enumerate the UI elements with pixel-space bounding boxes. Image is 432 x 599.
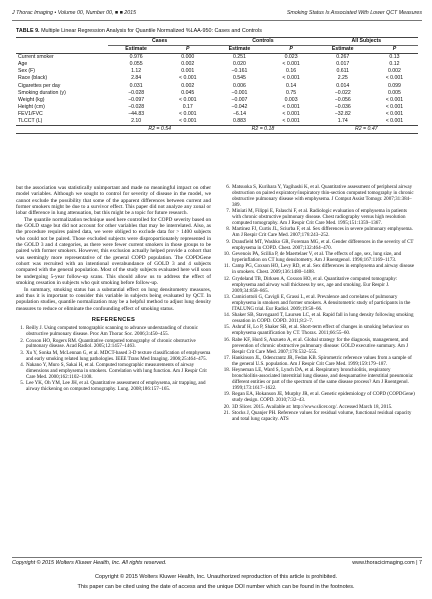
reference-number: 7.: [226, 208, 230, 215]
table-cell: 0.006: [232, 82, 246, 89]
row-label: Age: [18, 61, 28, 68]
running-header: [12, 8, 422, 20]
table-cell: < 0.001: [282, 61, 300, 68]
table-cell: 2.25: [337, 75, 348, 82]
reference-text: Reilly J. Using computed tomographic scanning to advance understanding of chronic obstructive pulmonary disease. Proc Am Thorac Soc. 2006;3:450–455.: [26, 325, 198, 338]
table-cell: 0.000: [181, 54, 195, 61]
table-cell: 2.10: [131, 118, 142, 125]
table-row: [16, 68, 418, 75]
table-cell: 0.611: [336, 68, 350, 75]
table-cell: 0.16: [286, 68, 297, 75]
table-cell: −32.82: [334, 110, 351, 117]
reference-item: [222, 295, 417, 313]
reference-text: Miniati M, Filippi E, Falaschi F, et al. Radiologic evaluation of emphysema in patients with chronic obstructive pulmonary disease. Chest radiography versus high resolution computed tomography. Am J Respir Crit Care Med. 1995;151:1359–1367.: [232, 208, 407, 227]
table-cell: −0.028: [128, 89, 145, 96]
table-cell: −0.042: [231, 103, 248, 110]
paragraph: In summary, smoking status has a substantial effect on lung densitometry measures, and thus it is important to consider this variable in subjects being evaluated by QCT. In population studies, quantile normalization may be a helpful method to adjust lung density measures to reduce or eliminate the confounding effect of smoking status.: [16, 286, 211, 312]
reference-number: 13.: [223, 293, 230, 300]
reference-number: 12.: [223, 275, 230, 282]
table-row: [16, 97, 418, 104]
table-cell: 0.002: [181, 61, 195, 68]
table-cell: −0.001: [231, 89, 248, 96]
reference-number: 17.: [223, 354, 230, 361]
reference-item: [16, 326, 211, 338]
reference-text: Lee YK, Oh YM, Lee JH, et al. Quantitative assessment of emphysema, air trapping, and airway thickening on computed tomography. Lung. 2008;186:157–165.: [26, 380, 206, 393]
row-label: Race (black): [18, 75, 48, 82]
table-row: [16, 104, 418, 111]
header-divider: [12, 20, 422, 21]
row-label: Smoking duration (y): [18, 89, 66, 96]
table-cell: 0.017: [336, 61, 350, 68]
reference-list-right: [222, 185, 417, 423]
reference-number: 10.: [223, 251, 230, 258]
table-cell: < 0.001: [282, 118, 300, 125]
paragraph: but the association was statistically unimportant and made no meaningful impact on other model variables. Although we sought to control for severity of disease in the model, we cannot exclude the possibility that some of the apparent differences between current and former smokers might be due to a survivor effect. This paper did not analyze any zonal or lobar difference in lung attenuation, but this might be a topic for future research.: [16, 185, 211, 217]
reference-text: Rabe KF, Hurd S, Anzueto A, et al. Global strategy for the diagnosis, management, and prevention of chronic obstructive pulmonary disease: GOLD executive summary. Am J Respir Crit Care Med. 2007;176:532–555.: [232, 336, 409, 355]
reference-number: 15.: [223, 324, 230, 331]
table-cell: −0.007: [231, 96, 248, 103]
reference-item: [16, 363, 211, 381]
table-cell: 0.12: [389, 61, 400, 68]
col-header: Estimate: [108, 46, 164, 54]
table-cell: 0.014: [336, 82, 350, 89]
row-label: Cigarettes per day: [18, 82, 61, 89]
table-group-header: [16, 38, 418, 46]
reference-text: Stocks J, Quanjer PH. Reference values for residual volume, functional residual capacity and total lung capacity. ATS: [232, 410, 412, 423]
row-label: Height (cm): [18, 103, 45, 110]
reference-number: 19.: [223, 391, 230, 398]
table-cell: 0.099: [387, 82, 401, 89]
row-label: Sex (F): [18, 68, 36, 75]
table-caption-text: Multiple Linear Regression Analysis for Quantile Normalized %LAA-950: Cases and Controls: [41, 28, 262, 34]
references-heading: REFERENCES: [91, 316, 136, 323]
citation-notice: This paper can be cited using the date of access and the unique DOI number which can be found in the footnotes.: [77, 584, 355, 590]
reference-text: Dransfield MT, Washko GR, Foreman MG, et al. Gender differences in the severity of CT emphysema in COPD. Chest. 2007;132:464–470.: [232, 238, 414, 251]
table-cell: < 0.001: [385, 118, 404, 125]
table-row: [16, 111, 418, 118]
regression-table: [16, 37, 418, 134]
reference-item: [222, 264, 417, 276]
table-cell: 0.545: [232, 75, 246, 82]
table-cell: < 0.001: [385, 75, 404, 82]
table-cell: −0.056: [334, 96, 351, 103]
table-body: [16, 54, 418, 134]
table-cell: 0.023: [284, 54, 298, 61]
table-cell: 0.13: [389, 54, 400, 61]
table-cell: 0.883: [232, 118, 246, 125]
reference-number: 2.: [20, 337, 24, 344]
table-cell: 0.267: [336, 54, 350, 61]
table-cell: −0.028: [128, 103, 145, 110]
table-cell: < 0.001: [282, 103, 300, 110]
group-controls: Controls: [211, 38, 314, 46]
table-row: [16, 54, 418, 62]
footer-copyright: Copyright © 2015 Wolters Kluwer Health, Inc. All rights reserved.: [12, 560, 167, 566]
table-column-header: [16, 46, 418, 54]
reference-text: Heyneman LE, Ward S, Lynch DA, et al. Respiratory bronchiolitis, respiratory bronchiolitis-associated interstitial lung disease, and desquamative interstitial pneumonia: different entities or part of the spectrum of the same disease process? Am J Roentgenol. 1999;173:1617–1622.: [232, 367, 414, 392]
table-cell: −0.097: [128, 96, 145, 103]
running-title: Smoking Status Is Associated With Lower QCT Measures: [286, 10, 422, 16]
reference-text: Martinez FJ, Curtis JL, Sciurba F, et al. Sex differences in severe pulmonary emphysema. Am J Respir Crit Care Med. 2007;176:243–252.: [232, 226, 413, 239]
r-squared-value: R2 = 0.18: [211, 126, 314, 134]
table-cell: 0.002: [387, 68, 401, 75]
col-header: Estimate: [315, 46, 371, 54]
reference-number: 5.: [20, 380, 24, 387]
table-row: [16, 61, 418, 68]
reference-text: Xu Y, Sonka M, McLennan G, et al. MDCT-based 3-D texture classification of emphysema and early smoking related lung pathologies. IEEE Trans Med Imaging. 2006;25:464–475.: [26, 349, 211, 362]
reference-item: [222, 338, 417, 356]
reference-text: Regan EA, Hokanson JE, Murphy JR, et al. Genetic epidemiology of COPD (COPDGene) study design. COPD. 2010;7:32–43.: [232, 391, 415, 404]
reference-item: [222, 392, 417, 404]
table-cell: < 0.001: [385, 103, 404, 110]
reference-item: [16, 381, 211, 393]
row-label: FEV1/FVC: [18, 110, 43, 117]
table-cell: 1.12: [131, 68, 142, 75]
col-header: Estimate: [211, 46, 267, 54]
row-label: Weight (kg): [18, 96, 45, 103]
reference-number: 1.: [20, 325, 24, 332]
table-cell: 0.045: [181, 89, 195, 96]
table-9: [16, 28, 418, 134]
reference-number: 11.: [223, 263, 230, 270]
right-text-column: [222, 185, 417, 423]
footer-divider: [12, 557, 422, 558]
reference-text: 3D Slicer. 2015. Available at: http://www.slicer.org/. Accessed March 18, 2015.: [232, 403, 393, 410]
table-cell: −0.036: [334, 103, 351, 110]
reference-number: 18.: [223, 367, 230, 374]
table-cell: −0.161: [231, 68, 248, 75]
reference-text: Nakano Y, Muro S, Sakai H, et al. Computed tomographic measurements of airway dimensions and emphysema in smokers. Correlation with lung function. Am J Respir Crit Care Med. 2000;162:1102–1108.: [26, 362, 207, 381]
table-cell: −6.14: [232, 110, 246, 117]
table-cell: < 0.001: [179, 75, 197, 82]
journal-citation: J Thorac Imaging • Volume 00, Number 00, ■ ■ 2015: [12, 10, 137, 16]
reference-item: [222, 368, 417, 392]
table-cell: −44.83: [128, 110, 145, 117]
reference-number: 4.: [20, 362, 24, 369]
table-cell: −0.022: [334, 89, 351, 96]
table-cell: 0.002: [181, 82, 195, 89]
table-cell: 0.031: [129, 82, 143, 89]
table-caption: [16, 28, 418, 34]
reference-text: Ashraf H, Lo P, Shaker SB, et al. Short-term effect of changes in smoking behaviour on emphysema quantification by CT. Thorax. 2011;66:55–60.: [232, 324, 409, 337]
reference-item: [222, 411, 417, 423]
reference-text: Camiciottoli G, Cavigli E, Grassi L, et al. Prevalence and correlates of pulmonary emphysema in smokers and former smokers. A densitometric study of participants in the ITALUNG trial. Eur Radiol. 2009;19:58–66.: [232, 293, 411, 312]
reference-item: [16, 351, 211, 363]
table-cell: 0.17: [182, 103, 193, 110]
col-header: P: [164, 46, 211, 54]
table-row: [16, 75, 418, 82]
reference-item: [222, 227, 417, 239]
reference-item: [222, 356, 417, 368]
reference-number: 21.: [223, 410, 230, 417]
reference-number: 3.: [20, 349, 24, 356]
reference-item: [16, 339, 211, 351]
reference-item: [222, 325, 417, 337]
table-cell: 0.976: [129, 54, 143, 61]
table-row: [16, 118, 418, 126]
reference-text: Hankinson JL, Odencrantz JR, Fedan KB. Spirometric reference values from a sample of the general U.S. population. Am J Respir Crit Care Med. 1999;159:179–187.: [232, 354, 412, 367]
reference-text: Camp PG, Coxson HO, Levy RD, et al. Sex differences in emphysema and airway disease in smokers. Chest. 2009;136:1480–1488.: [232, 263, 415, 276]
reference-number: 8.: [226, 226, 230, 233]
r-squared-row: [16, 126, 418, 134]
table-cell: 0.055: [129, 61, 143, 68]
table-row: [16, 90, 418, 97]
table-cell: 0.003: [284, 96, 298, 103]
group-all-subjects: All Subjects: [315, 38, 418, 46]
reference-text: Matsuoka S, Kurihara Y, Yagihashi K, et al. Quantitative assessment of peripheral airway obstruction on paired expiratory/inspiratory thin-section computed tomography in chronic obstructive pulmonary disease with emphysema. J Comput Assist Tomogr. 2007;31:384–389.: [232, 184, 414, 208]
reference-item: [222, 277, 417, 295]
table-cell: 0.005: [387, 89, 401, 96]
left-text-column: [16, 185, 211, 394]
table-cell: < 0.001: [282, 75, 300, 82]
reference-number: 6.: [226, 184, 230, 190]
table-cell: 0.001: [181, 68, 195, 75]
row-label: TLCCT (L): [18, 118, 43, 125]
table-label: TABLE 9.: [16, 28, 40, 34]
table-cell: < 0.001: [282, 110, 300, 117]
reference-list-left: [16, 326, 211, 393]
reference-text: Gevenois PA, Scillia P, de Maertelaer V, et al. The effects of age, sex, lung size, and hyperinflation on CT lung densitometry. Am J Roentgenol. 1996;167:1169–1173.: [232, 251, 402, 263]
reference-item: [222, 240, 417, 252]
reference-text: Grydeland TB, Dirksen A, Coxson HO, et al. Quantitative computed tomography: emphysema and airway wall thickness by sex, age and smoking. Eur Respir J. 2009;34:858–865.: [232, 275, 398, 294]
footer-site-page: www.thoracicimaging.com | 7: [352, 560, 422, 566]
col-header: P: [268, 46, 315, 54]
paragraph: The quantile normalization technique used here controlled for COPD severity based on the GOLD stage but did not account for other variables that may be interrelated. Also, as the procedure requires paired data, we were obliged to exclude data for > 1400 subjects who could not be paired. Those excluded subjects were disproportionately represented in the GOLD 3 and 4 categories, as there were fewer current smokers in those groups to be paired with former smokers. However, this exclusion actually helped provide a cohort that was seemingly more representative of the general COPD population. The COPDGene cohort was recruited with an intentional overabundance of GOLD 3 and 4 subjects compared with the general population. Most of the study subjects evaluated here will soon be undergoing 5-year follow-up scans. This should allow us to address the effect of smoking cessation in subjects who quit smoking before follow-up.: [16, 216, 211, 287]
table-cell: 0.14: [286, 82, 297, 89]
table-cell: 1.74: [337, 118, 348, 125]
reference-text: Shaker SB, Stavngaard T, Laursen LC, et al. Rapid fall in lung density following smoking cessation in COPD. COPD. 2011;8:2–7.: [232, 312, 414, 325]
reference-text: Coxson HO, Rogers RM. Quantitative computed tomography of chronic obstructive pulmonary disease. Acad Radiol. 2005;12:1457–1463.: [26, 337, 196, 350]
copyright-notice: Copyright © 2015 Wolters Kluwer Health, Inc. Unauthorized reproduction of this article is prohibited.: [94, 574, 338, 580]
table-cell: 2.84: [131, 75, 142, 82]
table-cell: < 0.001: [385, 96, 404, 103]
table-cell: 0.020: [232, 61, 246, 68]
reference-number: 9.: [226, 238, 230, 245]
table-cell: < 0.001: [385, 110, 404, 117]
group-cases: Cases: [108, 38, 211, 46]
reference-number: 16.: [223, 336, 230, 343]
table-row: [16, 83, 418, 90]
r-squared-value: R2 = 0.54: [108, 126, 211, 134]
table-cell: 0.251: [232, 54, 246, 61]
reference-number: 14.: [223, 312, 230, 319]
r-squared-value: R2 = 0.47: [315, 126, 418, 134]
table-cell: < 0.001: [179, 110, 197, 117]
reference-number: 20.: [223, 403, 230, 410]
reference-item: [222, 209, 417, 227]
row-label: Current smoker: [18, 54, 54, 61]
table-cell: 0.75: [286, 89, 297, 96]
col-header: P: [371, 46, 418, 54]
table-cell: < 0.001: [179, 118, 197, 125]
table-cell: < 0.001: [179, 96, 197, 103]
reference-item: [222, 185, 417, 209]
